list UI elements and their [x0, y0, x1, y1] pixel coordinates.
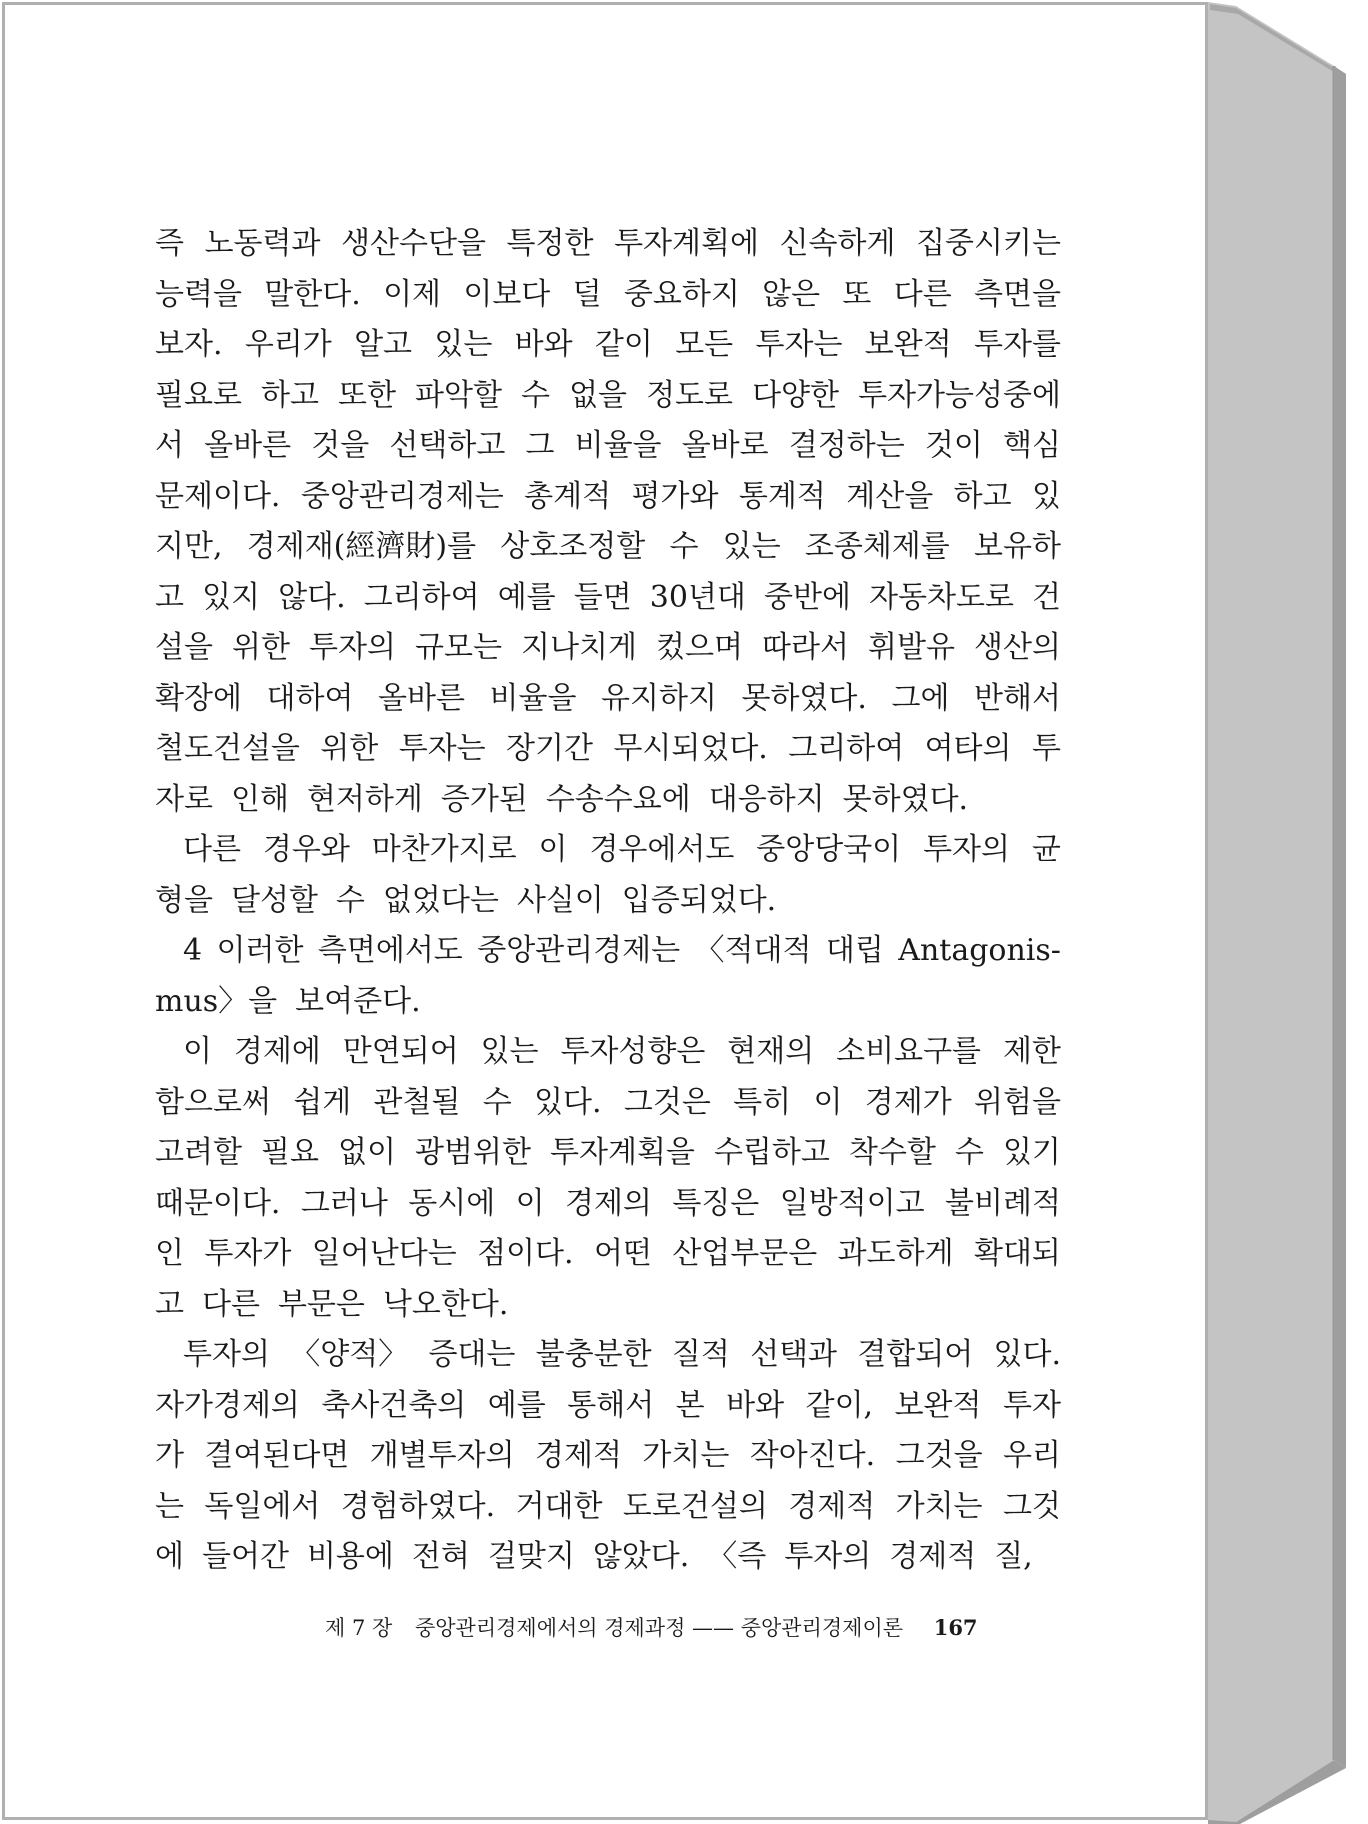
text-line: 확장에 대하여 올바른 비율을 유지하지 못하였다. 그에 반해서: [155, 680, 1061, 716]
text-line: 문제이다. 중앙관리경제는 총계적 평가와 통계적 계산을 하고 있: [155, 478, 1061, 514]
text-line: 자로 인해 현저하게 증가된 수송수요에 대응하지 못하였다.: [155, 781, 969, 817]
text-line: 설을 위한 투자의 규모는 지나치게 컸으며 따라서 휘발유 생산의: [155, 630, 1061, 665]
text-line: 고 다른 부문은 낙오한다.: [155, 1286, 509, 1322]
footer-chapter: 제 7 장: [325, 1616, 393, 1640]
book-page: [2, 2, 1208, 1820]
text-line: 인 투자가 일어난다는 점이다. 어떤 산업부문은 과도하게 확대되: [155, 1236, 1061, 1271]
text-line: 가 결여된다면 개별투자의 경제적 가치는 작아진다. 그것을 우리: [155, 1438, 1061, 1473]
text-line: 고려할 필요 없이 광범위한 투자계획을 수립하고 착수할 수 있기: [155, 1135, 1061, 1170]
text-line: 는 독일에서 경험하였다. 거대한 도로건설의 경제적 가치는 그것: [155, 1488, 1061, 1524]
text-line: 때문이다. 그러나 동시에 이 경제의 특징은 일방적이고 불비례적: [155, 1185, 1061, 1221]
text-line: 서 올바른 것을 선택하고 그 비율을 올바로 결정하는 것이 핵심: [155, 428, 1061, 463]
text-line: 함으로써 쉽게 관철될 수 있다. 그것은 특히 이 경제가 위험을: [155, 1084, 1061, 1120]
text-line: 철도건설을 위한 투자는 장기간 무시되었다. 그리하여 여타의 투: [155, 731, 1061, 766]
text-line: 자가경제의 축사건축의 예를 통해서 본 바와 같이, 보완적 투자: [155, 1387, 1061, 1423]
footer-title: 중앙관리경제에서의 경제과정 —— 중앙관리경제이론: [414, 1616, 904, 1640]
text-line: 형을 달성할 수 없었다는 사실이 입증되었다.: [155, 882, 777, 918]
page-footer: [325, 1612, 978, 1642]
text-line: mus〉을 보여준다.: [155, 983, 421, 1019]
page-number: 167: [933, 1615, 978, 1640]
text-line: 고 있지 않다. 그리하여 예를 들면 30년대 중반에 자동차도로 건: [155, 579, 1061, 615]
body-text: [155, 219, 1061, 1583]
text-line: 보자. 우리가 알고 있는 바와 같이 모든 투자는 보완적 투자를: [155, 327, 1061, 362]
text-line: 다른 경우와 마찬가지로 이 경우에서도 중앙당국이 투자의 균: [183, 832, 1061, 867]
text-line: 능력을 말한다. 이제 이보다 덜 중요하지 않은 또 다른 측면을: [155, 276, 1061, 312]
text-line: 필요로 하고 또한 파악할 수 없을 정도로 다양한 투자가능성중에: [155, 377, 1061, 413]
text-line: 투자의 〈양적〉 증대는 불충분한 질적 선택과 결합되어 있다.: [183, 1337, 1061, 1372]
text-line: 4 이러한 측면에서도 중앙관리경제는 〈적대적 대립 Antagonis-: [183, 933, 1061, 968]
text-line: 에 들어간 비용에 전혀 걸맞지 않았다. 〈즉 투자의 경제적 질,: [155, 1539, 1033, 1574]
text-line: 이 경제에 만연되어 있는 투자성향은 현재의 소비요구를 제한: [183, 1034, 1061, 1069]
text-line: 지만, 경제재(經濟財)를 상호조정할 수 있는 조종체제를 보유하: [155, 529, 1061, 564]
text-line: 즉 노동력과 생산수단을 특정한 투자계획에 신속하게 집중시키는: [155, 226, 1061, 261]
